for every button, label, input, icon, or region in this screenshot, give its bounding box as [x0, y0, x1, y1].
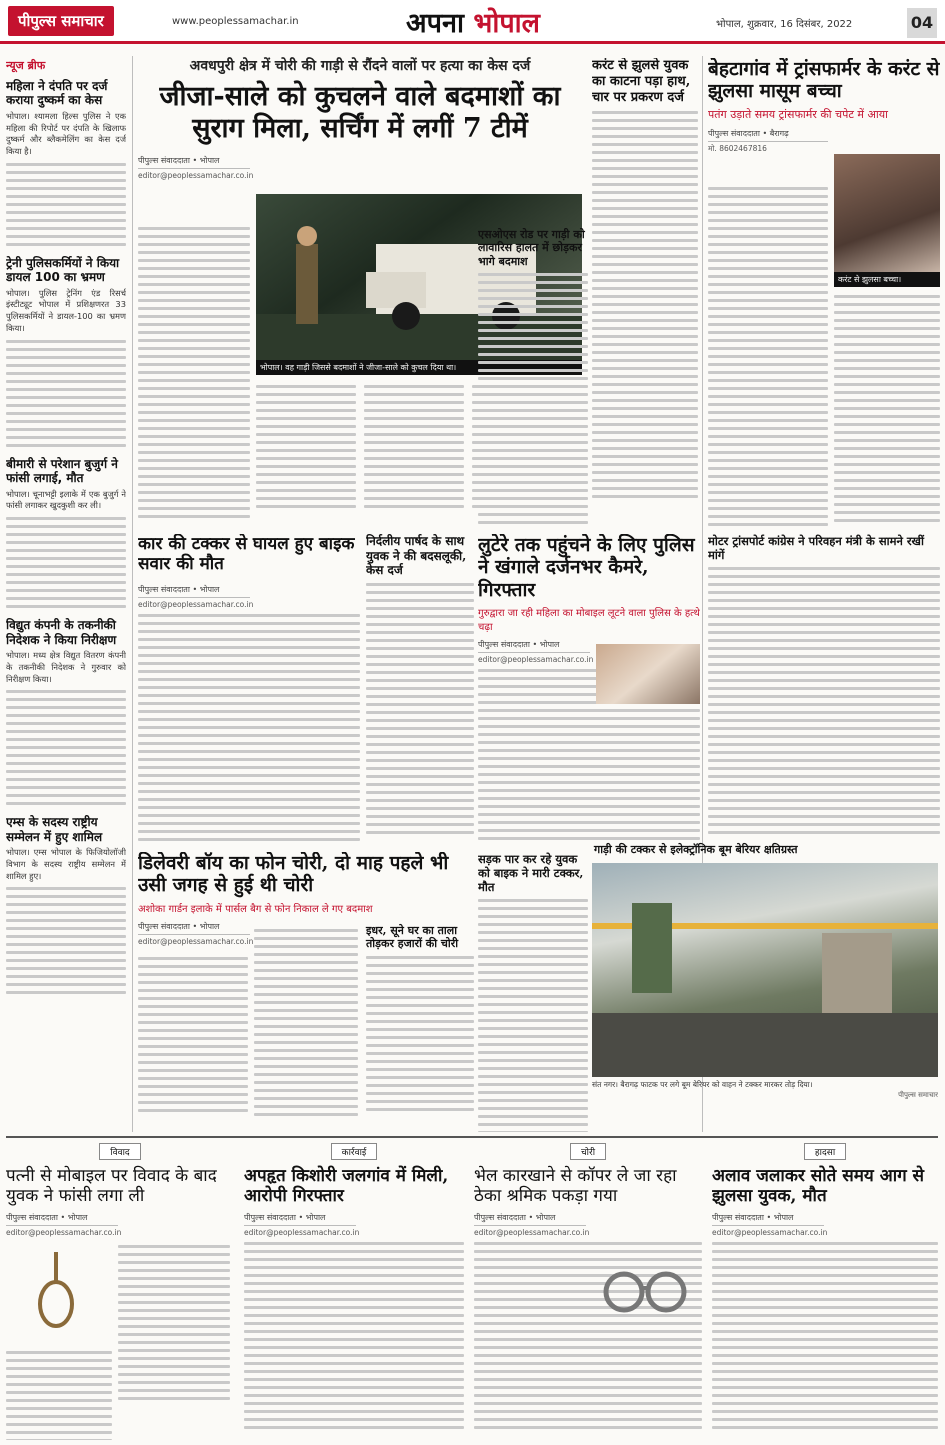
delivery-headline: डिलेवरी बॉय का फोन चोरी, दो माह पहले भी उसी जगह से हुई थी चोरी — [138, 852, 449, 897]
section-title-b: भोपाल — [473, 8, 540, 39]
transformer-byline — [708, 128, 828, 142]
text-lines — [6, 887, 126, 994]
bottom-headline: पत्नी से मोबाइल पर विवाद के बाद युवक ने फांसी लगा ली — [6, 1166, 217, 1207]
bottom-byline — [6, 1212, 118, 1226]
bottom-text — [118, 1240, 230, 1400]
theft-story — [366, 924, 474, 1111]
lead-byline — [138, 155, 250, 169]
text-lines — [478, 273, 588, 528]
brief-headline: महिला ने दंपति पर दर्ज कराया दुष्कर्म का केस — [6, 79, 108, 108]
text-lines — [592, 111, 698, 498]
section-title — [406, 3, 540, 40]
delivery-email[interactable]: editor@peoplessamachar.co.in — [138, 936, 254, 946]
bottom-email[interactable]: editor@peoplessamachar.co.in — [712, 1228, 828, 1238]
delivery-byline — [138, 921, 250, 935]
text-lines — [118, 1245, 230, 1400]
lead-headline: जीजा-साले को कुचलने वाले बदमाशों का सुराग मिला, सर्चिंग में लगीं 7 टीमें — [159, 81, 561, 144]
lead-text-col3 — [364, 380, 464, 508]
brand-logo: पीपुल्स समाचार — [8, 6, 114, 36]
text-lines — [244, 1242, 464, 1429]
lead-text-col2 — [256, 380, 356, 508]
delivery-text-2 — [254, 924, 358, 1116]
photo-credit: पीपुल्स समाचार — [898, 1090, 938, 1099]
text-lines — [366, 956, 474, 1111]
brief-headline: ट्रेनी पुलिसकर्मियों ने किया डायल 100 का भ्रमण — [6, 255, 120, 285]
category-tag: हादसा — [804, 1143, 846, 1160]
category-tag: कार्रवाई — [331, 1143, 378, 1160]
text-lines — [138, 957, 248, 1112]
news-brief-label: न्यूज ब्रीफ — [6, 59, 46, 72]
lead-kicker: अवधपुरी क्षेत्र में चोरी की गाड़ी से रौंदने वालों पर हत्या का केस दर्ज — [189, 58, 531, 74]
brief-headline: बीमारी से परेशान बुजुर्ग ने फांसी लगाई, मौत — [6, 456, 118, 486]
delivery-story — [138, 852, 474, 1132]
brief-text: भोपाल। श्यामला हिल्स पुलिस ने एक महिला की रिपोर्ट पर दंपति के खिलाफ दुष्कर्म और ब्लैकमेलिंग का केस दर्ज किया है। — [6, 110, 126, 157]
byline-text: पीपुल्स संवाददाता • बैरागढ़ — [708, 128, 789, 138]
text-lines — [834, 295, 940, 522]
bottom-email[interactable]: editor@peoplessamachar.co.in — [6, 1228, 122, 1238]
byline-text: पीपुल्स संवाददाता • भोपाल — [244, 1213, 326, 1223]
bottom-headline: अपहृत किशोरी जलगांव में मिली, आरोपी गिरफ्तार — [244, 1166, 449, 1207]
robbers-email[interactable]: editor@peoplessamachar.co.in — [478, 655, 594, 665]
category-tag: चोरी — [570, 1143, 606, 1160]
lead-photo-caption: भोपाल। वह गाड़ी जिससे बदमाशों ने जीजा-साले को कुचल दिया था। — [256, 360, 582, 375]
bottom-headline: भेल कारखाने से कॉपर ले जा रहा ठेका श्रमिक पकड़ा गया — [474, 1166, 677, 1207]
robbers-headline: लुटेरे तक पहुंचने के लिए पुलिस ने खंगाले दर्जनभर कैमरे, गिरफ्तार — [478, 534, 695, 601]
byline-text: पीपुल्स संवाददाता • भोपाल — [474, 1213, 556, 1223]
page-number: 04 — [907, 8, 937, 38]
byline-text: पीपुल्स संवाददाता • भोपाल — [712, 1213, 794, 1223]
transformer-text-2 — [834, 290, 940, 522]
text-lines — [366, 583, 474, 834]
byline-text: पीपुल्स संवाददाता • भोपाल — [478, 640, 560, 650]
bottom-byline — [712, 1212, 824, 1226]
text-lines — [708, 187, 828, 526]
motor-transport-headline: मोटर ट्रांसपोर्ट कांग्रेस ने परिवहन मंत्री के सामने रखीं मांगें — [708, 534, 924, 563]
text-lines — [138, 614, 360, 844]
text-lines — [6, 340, 126, 447]
byline-text: पीपुल्स संवाददाता • भोपाल — [6, 1213, 88, 1223]
text-lines — [256, 385, 356, 508]
bottom-story-3 — [474, 1140, 702, 1440]
text-lines — [708, 567, 940, 834]
masthead — [0, 0, 945, 44]
section-title-a: अपना — [406, 8, 464, 39]
child-photo-caption: करंट से झुलसा बच्चा। — [834, 272, 940, 287]
transformer-headline: बेहटागांव में ट्रांसफार्मर के करंट से झुलसा मासूम बच्चा — [708, 58, 940, 103]
column-4 — [708, 58, 940, 528]
byline-text: पीपुल्स संवाददाता • भोपाल — [138, 921, 220, 931]
robbers-deck: गुरुद्वारा जा रही महिला का मोबाइल लूटने वाला पुलिस के हत्थे चढ़ा — [478, 608, 700, 634]
barrier-image — [592, 863, 938, 1077]
text-lines — [6, 517, 126, 608]
brief-headline: विद्युत कंपनी के तकनीकी निदेशक ने किया निरीक्षण — [6, 618, 117, 647]
transformer-deck: पतंग उड़ाते समय ट्रांसफार्मर की चपेट में आया — [708, 107, 888, 121]
text-lines — [254, 929, 358, 1116]
boom-barrier-story — [592, 840, 938, 1132]
bike-byline — [138, 584, 250, 598]
text-lines — [6, 1351, 112, 1440]
text-lines — [364, 385, 464, 508]
current-story-headline: करंट से झुलसे युवक का काटना पड़ा हाथ, चार पर प्रकरण दर्ज — [592, 58, 691, 105]
category-tag: विवाद — [99, 1143, 140, 1160]
text-lines — [6, 690, 126, 805]
handcuffs-icon — [594, 1252, 694, 1322]
councillor-story — [366, 534, 474, 844]
text-lines — [478, 899, 588, 1132]
text-lines — [138, 227, 250, 518]
robbers-story — [478, 534, 700, 844]
lead-email[interactable]: editor@peoplessamachar.co.in — [138, 170, 254, 180]
motor-transport-story — [708, 534, 940, 834]
bottom-email[interactable]: editor@peoplessamachar.co.in — [474, 1228, 590, 1238]
lead-text-col1 — [138, 222, 250, 518]
brand-url[interactable]: www.peoplessamachar.in — [172, 16, 299, 27]
robbers-byline — [478, 639, 590, 653]
noose-icon — [26, 1252, 86, 1332]
transformer-mobile: मो. 8602467816 — [708, 143, 767, 153]
text-lines — [712, 1242, 938, 1429]
brief-text: भोपाल। चूनाभट्टी इलाके में एक बुजुर्ग ने फांसी लगाकर खुदकुशी कर ली। — [6, 488, 126, 511]
sos-road-headline: एसओएस रोड पर गाड़ी को लावारिस हालत में छोड़कर भागे बदमाश — [478, 228, 585, 268]
bottom-email[interactable]: editor@peoplessamachar.co.in — [244, 1228, 360, 1238]
column-3 — [592, 58, 698, 528]
road-accident-headline: सड़क पार कर रहे युवक को बाइक ने मारी टक्कर, मौत — [478, 852, 584, 895]
byline-text: पीपुल्स संवाददाता • भोपाल — [138, 585, 220, 595]
road-accident-story — [478, 852, 588, 1132]
news-brief-column — [6, 58, 126, 1133]
delivery-deck: अशोका गार्डन इलाके में पार्सल बैग से फोन निकाल ले गए बदमाश — [138, 903, 373, 915]
sos-road-story — [478, 228, 588, 528]
handcuff-photo — [596, 644, 700, 704]
bike-story — [138, 534, 360, 844]
transformer-text-1 — [708, 182, 828, 526]
theft-headline: इधर, सूने घर का ताला तोड़कर हजारों की चोरी — [366, 924, 459, 951]
bottom-byline — [474, 1212, 586, 1226]
bottom-byline — [244, 1212, 356, 1226]
brief-text: भोपाल। एम्स भोपाल के फिजियोलॉजी विभाग के सदस्य राष्ट्रीय सम्मेलन में शामिल हुए। — [6, 847, 126, 881]
delivery-text-1 — [138, 952, 248, 1112]
bottom-story-2 — [244, 1140, 464, 1440]
brief-text: भोपाल। पुलिस ट्रेनिंग एंड रिसर्च इंस्टीट्यूट भोपाल में प्रशिक्षणरत 33 पुलिसकर्मियों ने डायल-100 का भ्रमण किया। — [6, 287, 126, 334]
boom-barrier-title: गाड़ी की टक्कर से इलेक्ट्रॉनिक बूम बेरियर क्षतिग्रस्त — [594, 843, 798, 856]
bottom-divider — [6, 1136, 938, 1138]
text-lines — [6, 163, 126, 246]
boom-barrier-caption: संत नगर। बैरागढ़ फाटक पर लगे बूम बेरियर को वाहन ने टक्कर मारकर तोड़ दिया। — [592, 1080, 813, 1089]
column-rule — [132, 56, 133, 1132]
bottom-story-1 — [6, 1140, 234, 1440]
brief-headline: एम्स के सदस्य राष्ट्रीय सम्मेलन में हुए शामिल — [6, 815, 103, 844]
bottom-text — [6, 1346, 112, 1440]
bike-email[interactable]: editor@peoplessamachar.co.in — [138, 600, 254, 610]
bottom-story-4 — [712, 1140, 938, 1440]
child-photo — [834, 154, 940, 272]
councillor-headline: निर्दलीय पार्षद के साथ युवक ने की बदसलूकी, केस दर्ज — [366, 534, 467, 578]
byline-text: पीपुल्स संवाददाता • भोपाल — [138, 155, 220, 165]
boom-barrier-photo — [592, 863, 938, 1077]
brief-text: भोपाल। मध्य क्षेत्र विद्युत वितरण कंपनी के तकनीकी निदेशक ने गुरुवार को निरीक्षण किया। — [6, 649, 126, 684]
bike-headline: कार की टक्कर से घायल हुए बाइक सवार की मौत — [138, 534, 355, 575]
bottom-headline: अलाव जलाकर सोते समय आग से झुलसा युवक, मौत — [712, 1166, 925, 1207]
dateline: भोपाल, शुक्रवार, 16 दिसंबर, 2022 — [716, 19, 853, 30]
